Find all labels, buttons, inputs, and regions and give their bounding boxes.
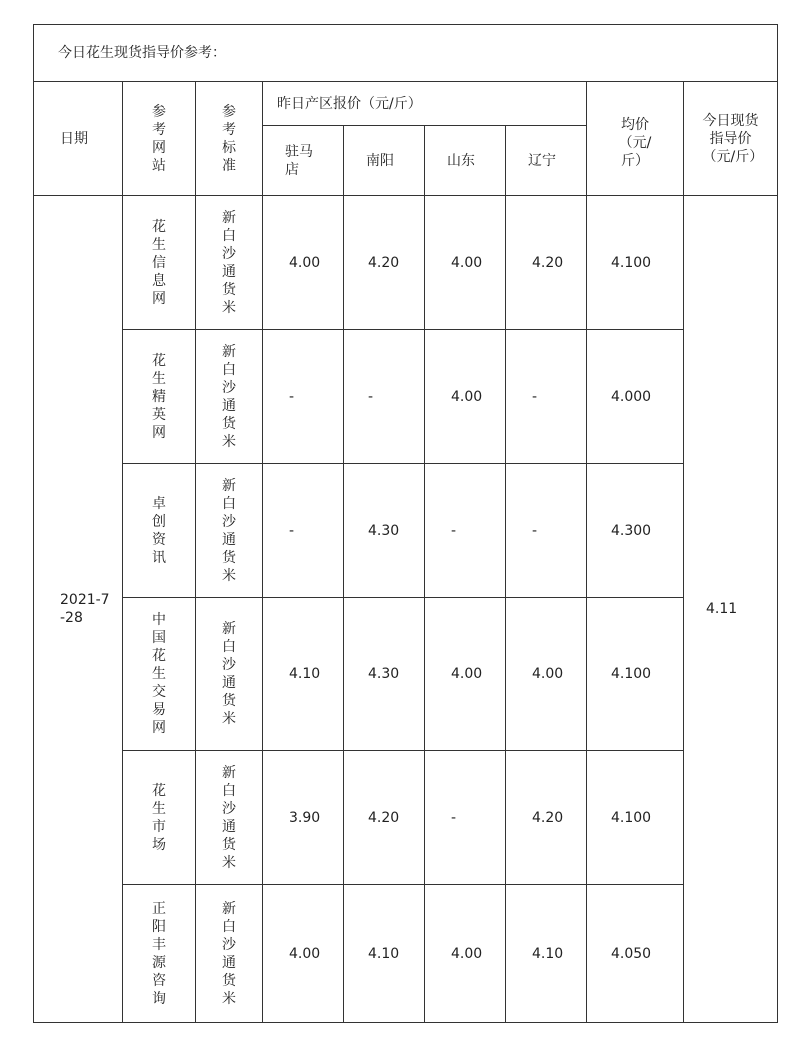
site-text: 花生信息网 bbox=[152, 218, 166, 307]
nanyang-cell: 4.30 bbox=[344, 464, 425, 598]
header-yesterday-group bbox=[263, 82, 587, 126]
site-text: 卓创资讯 bbox=[152, 495, 166, 566]
header-region-liaoning bbox=[506, 126, 587, 196]
nanyang-cell: 4.20 bbox=[344, 196, 425, 330]
header-region-shandong-text: 山东 bbox=[447, 152, 475, 169]
header-avg bbox=[587, 82, 684, 196]
avg-cell: 4.100 bbox=[587, 751, 684, 885]
table-row bbox=[34, 751, 778, 885]
header-date-text: 日期 bbox=[60, 130, 88, 147]
header-guide bbox=[684, 82, 778, 196]
nanyang-cell: 4.10 bbox=[344, 885, 425, 1023]
standard-cell bbox=[196, 598, 263, 751]
site-cell bbox=[123, 598, 196, 751]
header-standard-text: 参考标准 bbox=[222, 103, 236, 174]
table-row bbox=[34, 885, 778, 1023]
nanyang-cell: 4.20 bbox=[344, 751, 425, 885]
zhumadian-cell: 3.90 bbox=[263, 751, 344, 885]
shandong-cell: 4.00 bbox=[425, 196, 506, 330]
liaoning-cell: 4.20 bbox=[506, 196, 587, 330]
shandong-cell: - bbox=[425, 464, 506, 598]
guide-price-cell bbox=[684, 196, 778, 1023]
standard-cell bbox=[196, 330, 263, 464]
table-title bbox=[34, 25, 778, 82]
header-region-zhumadian-text: 驻马店 bbox=[285, 143, 313, 178]
site-text: 正阳丰源咨询 bbox=[152, 900, 166, 1007]
standard-text: 新白沙通货米 bbox=[222, 764, 236, 871]
site-cell bbox=[123, 885, 196, 1023]
shandong-cell: 4.00 bbox=[425, 598, 506, 751]
table-title-text: 今日花生现货指导价参考： bbox=[58, 45, 226, 61]
site-cell bbox=[123, 464, 196, 598]
price-table bbox=[33, 24, 778, 1023]
date-text: 2021-7-28 bbox=[60, 592, 110, 626]
table-row bbox=[34, 196, 778, 330]
standard-text: 新白沙通货米 bbox=[222, 209, 236, 316]
header-yesterday-group-text: 昨日产区报价（元/斤） bbox=[277, 95, 422, 112]
avg-cell: 4.300 bbox=[587, 464, 684, 598]
document-page bbox=[33, 24, 778, 1023]
table-row bbox=[34, 598, 778, 751]
table-row bbox=[34, 464, 778, 598]
header-guide-text: 今日现货指导价（元/斤） bbox=[702, 112, 764, 165]
header-site-text: 参考网站 bbox=[152, 103, 166, 174]
standard-text: 新白沙通货米 bbox=[222, 900, 236, 1007]
standard-text: 新白沙通货米 bbox=[222, 343, 236, 450]
standard-cell bbox=[196, 464, 263, 598]
site-cell bbox=[123, 751, 196, 885]
standard-text: 新白沙通货米 bbox=[222, 621, 236, 727]
header-region-liaoning-text: 辽宁 bbox=[528, 152, 556, 169]
site-cell bbox=[123, 196, 196, 330]
zhumadian-cell: 4.00 bbox=[263, 196, 344, 330]
header-region-nanyang-text: 南阳 bbox=[366, 152, 394, 169]
guide-price-text: 4.11 bbox=[706, 601, 738, 617]
site-text: 花生精英网 bbox=[152, 352, 166, 441]
table-row bbox=[34, 330, 778, 464]
date-cell bbox=[34, 196, 123, 1023]
nanyang-cell: - bbox=[344, 330, 425, 464]
zhumadian-cell: - bbox=[263, 330, 344, 464]
avg-cell: 4.000 bbox=[587, 330, 684, 464]
header-site bbox=[123, 82, 196, 196]
header-region-shandong bbox=[425, 126, 506, 196]
liaoning-cell: - bbox=[506, 330, 587, 464]
avg-cell: 4.050 bbox=[587, 885, 684, 1023]
liaoning-cell: 4.10 bbox=[506, 885, 587, 1023]
standard-cell bbox=[196, 885, 263, 1023]
shandong-cell: 4.00 bbox=[425, 885, 506, 1023]
header-avg-text: 均价（元/斤） bbox=[618, 116, 652, 169]
zhumadian-cell: 4.10 bbox=[263, 598, 344, 751]
header-region-zhumadian bbox=[263, 126, 344, 196]
site-text: 中国花生交易网 bbox=[152, 612, 166, 736]
liaoning-cell: - bbox=[506, 464, 587, 598]
shandong-cell: - bbox=[425, 751, 506, 885]
zhumadian-cell: 4.00 bbox=[263, 885, 344, 1023]
avg-cell: 4.100 bbox=[587, 598, 684, 751]
header-standard bbox=[196, 82, 263, 196]
standard-cell bbox=[196, 196, 263, 330]
header-date bbox=[34, 82, 123, 196]
avg-cell: 4.100 bbox=[587, 196, 684, 330]
header-region-nanyang bbox=[344, 126, 425, 196]
liaoning-cell: 4.00 bbox=[506, 598, 587, 751]
nanyang-cell: 4.30 bbox=[344, 598, 425, 751]
site-text: 花生市场 bbox=[152, 782, 166, 853]
standard-text: 新白沙通货米 bbox=[222, 477, 236, 584]
standard-cell bbox=[196, 751, 263, 885]
shandong-cell: 4.00 bbox=[425, 330, 506, 464]
site-cell bbox=[123, 330, 196, 464]
liaoning-cell: 4.20 bbox=[506, 751, 587, 885]
zhumadian-cell: - bbox=[263, 464, 344, 598]
